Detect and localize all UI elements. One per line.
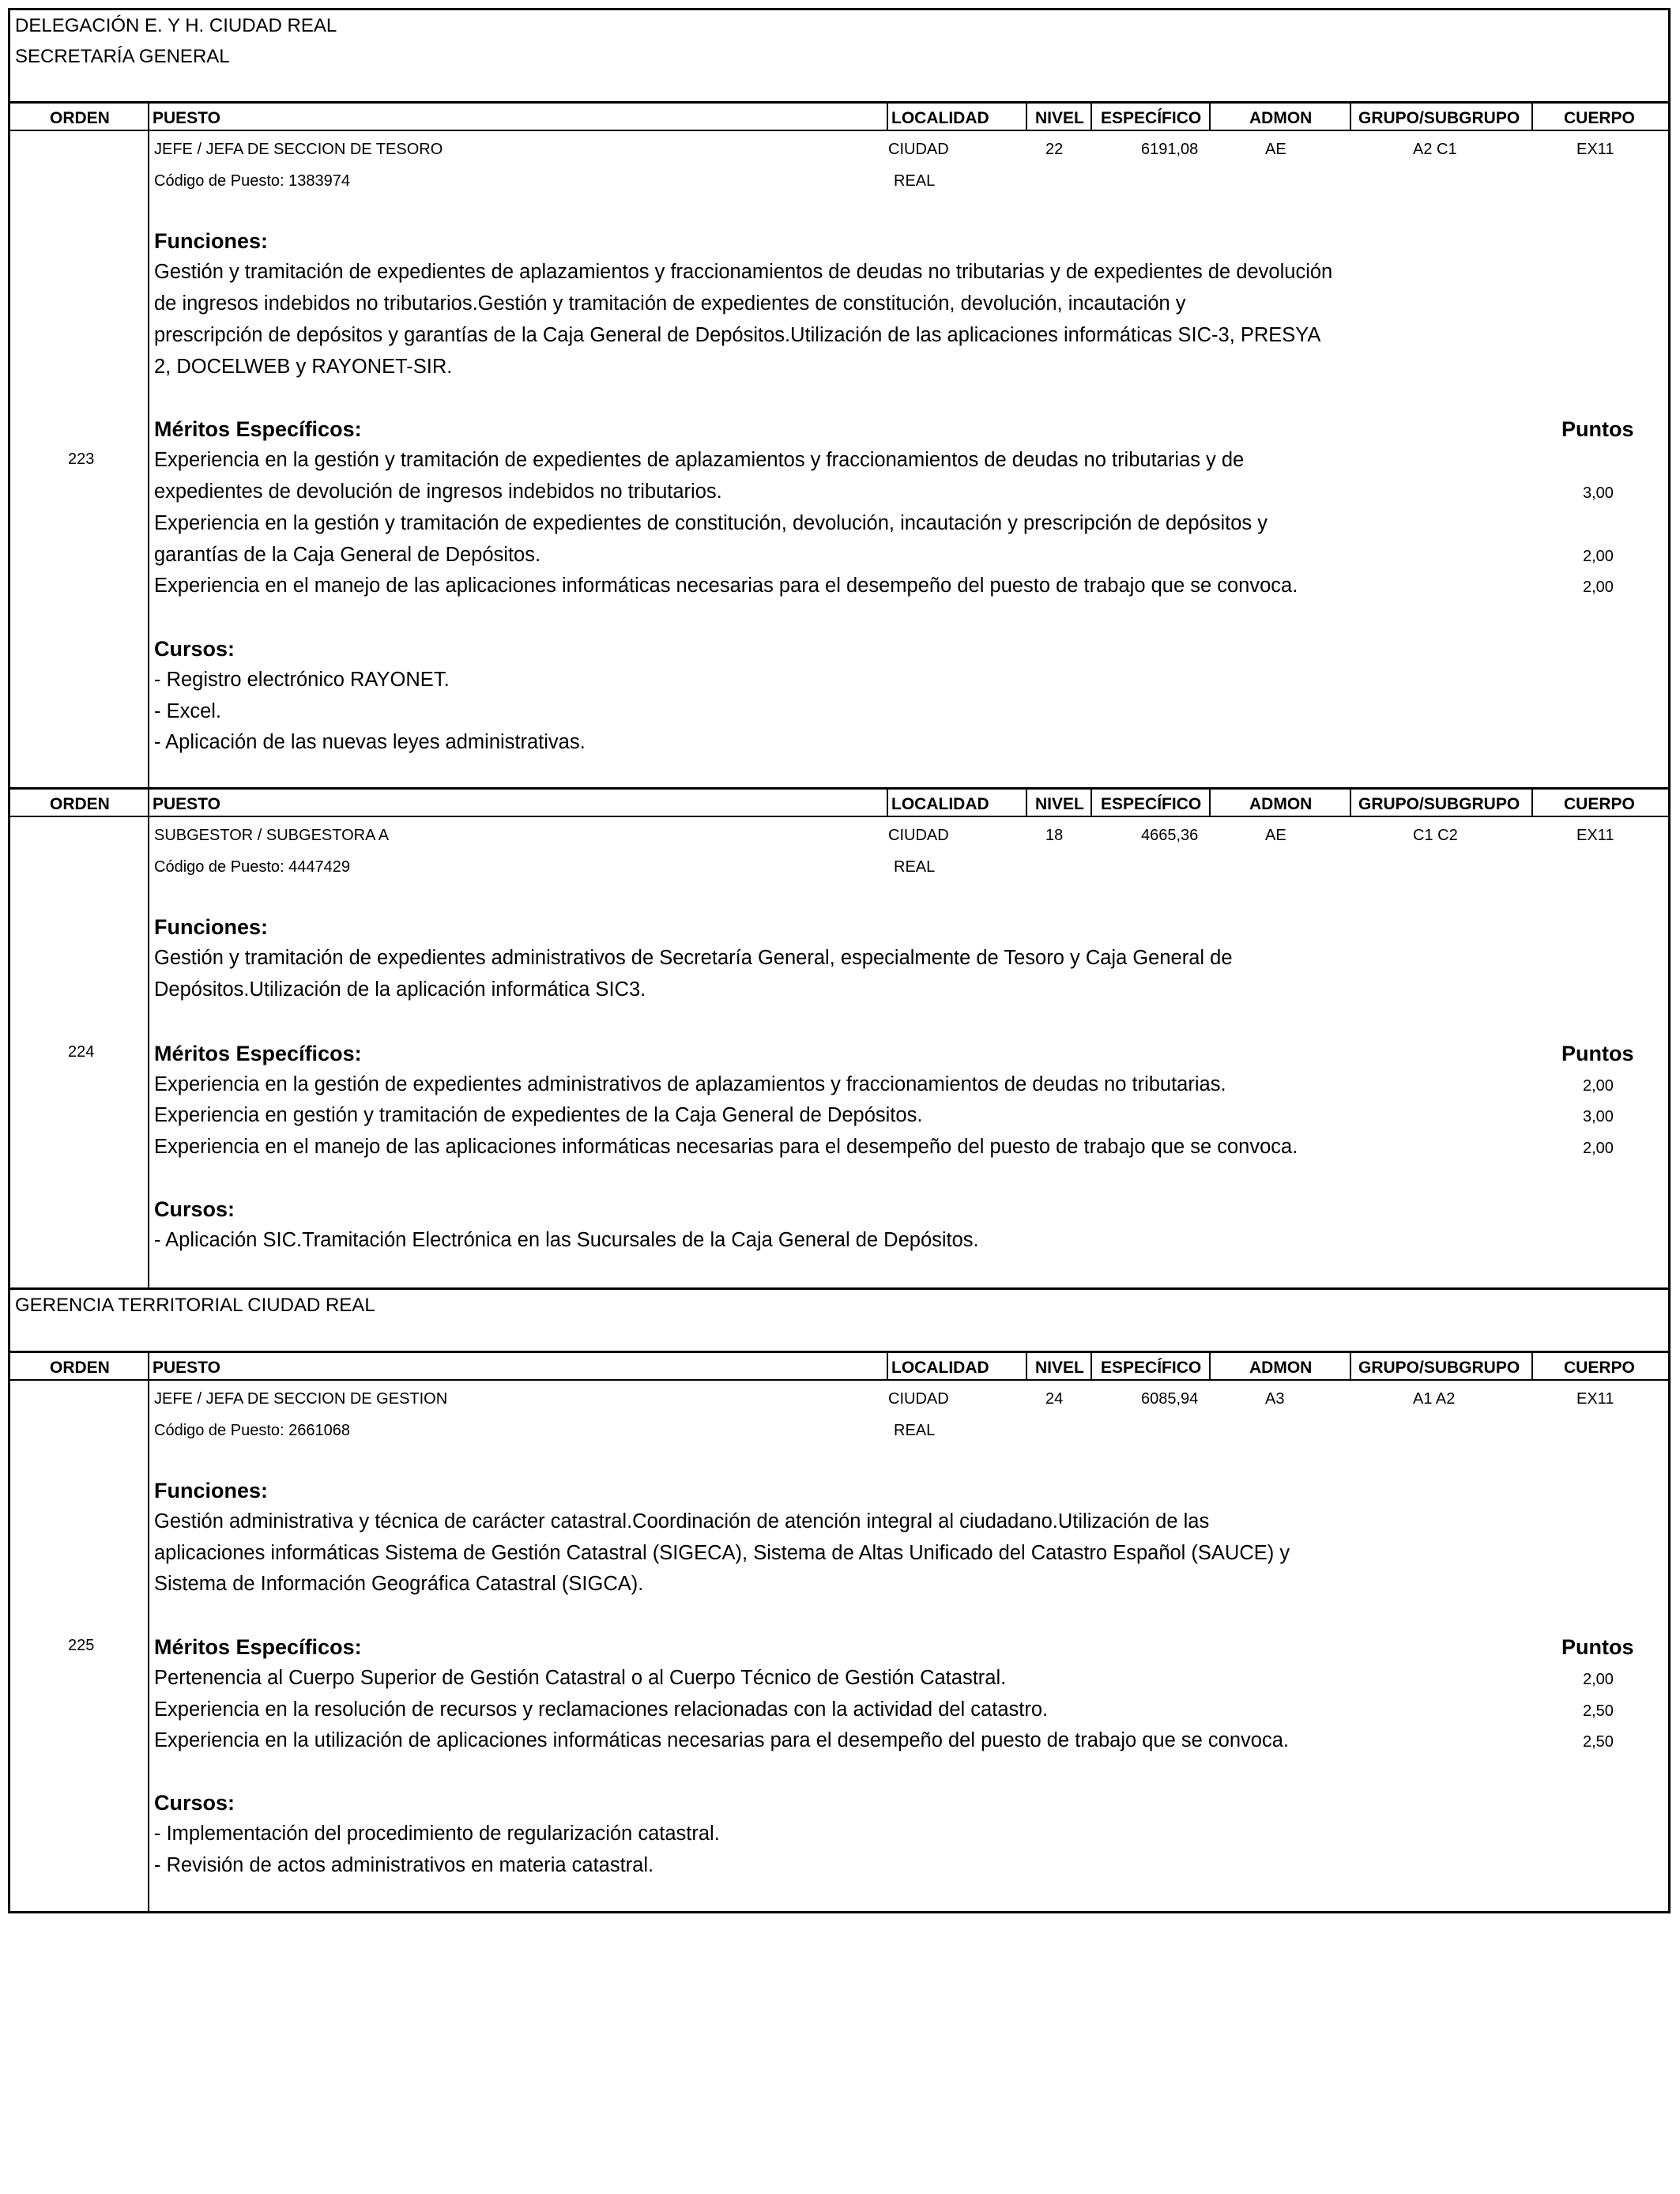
header-block-delegacion (8, 8, 1671, 101)
col-admon: ADMON (1249, 795, 1313, 813)
curso-item: - Excel. (154, 700, 222, 722)
col-admon: ADMON (1249, 109, 1313, 127)
codigo-puesto: Código de Puesto: 1383974 (154, 172, 350, 190)
cuerpo-value: EX11 (1576, 1390, 1614, 1408)
column-header-row (8, 101, 1671, 131)
funciones-line: prescripción de depósitos y garantías de la Caja General de Depósitos.Utilización de las aplicaciones informáticas SIC-3, PRESYA (154, 324, 1321, 346)
col-puesto: PUESTO (153, 109, 220, 127)
col-puesto: PUESTO (153, 795, 220, 813)
col-orden: ORDEN (50, 1359, 110, 1377)
header-secretaria: SECRETARÍA GENERAL (15, 46, 230, 67)
especifico-value: 6191,08 (1141, 141, 1199, 158)
col-cuerpo: CUERPO (1564, 1359, 1635, 1377)
funciones-line: Gestión y tramitación de expedientes administrativos de Secretaría General, especialmente de Tesoro y Caja General de (154, 947, 1233, 969)
entry-224 (8, 817, 1671, 1287)
cursos-label: Cursos: (154, 637, 235, 661)
funciones-label: Funciones: (154, 1479, 269, 1502)
funciones-line: Sistema de Información Geográfica Catastral (SIGCA). (154, 1573, 644, 1595)
localidad-line2: REAL (894, 1422, 936, 1439)
funciones-line: Gestión administrativa y técnica de carácter catastral.Coordinación de atención integral al ciudadano.Utilización de las (154, 1510, 1210, 1532)
meritos-line: Experiencia en la utilización de aplicaciones informáticas necesarias para el desempeño del puesto de trabajo que se convoca. (154, 1729, 1289, 1751)
puesto-title: JEFE / JEFA DE SECCION DE TESORO (154, 141, 443, 158)
puntos-value: 2,50 (1583, 1702, 1614, 1720)
curso-item: - Implementación del procedimiento de regularización catastral. (154, 1823, 720, 1845)
col-grupo: GRUPO/SUBGRUPO (1358, 109, 1520, 127)
funciones-line: aplicaciones informáticas Sistema de Gestión Catastral (SIGECA), Sistema de Altas Unificado del Catastro Español (SAUCE) y (154, 1542, 1290, 1564)
funciones-line: 2, DOCELWEB y RAYONET-SIR. (154, 356, 453, 378)
col-nivel: NIVEL (1035, 1359, 1084, 1377)
grupo-value: A1 A2 (1413, 1390, 1456, 1408)
puntos-label: Puntos (1561, 1635, 1634, 1659)
curso-item: - Aplicación de las nuevas leyes administrativas. (154, 731, 586, 753)
puntos-label: Puntos (1561, 417, 1634, 441)
funciones-line: de ingresos indebidos no tributarios.Gestión y tramitación de expedientes de constitución, devolución, incautación y (154, 292, 1186, 315)
meritos-line: Experiencia en la gestión de expedientes administrativos de aplazamientos y fraccionamientos de deudas no tributarias. (154, 1073, 1226, 1095)
meritos-line: garantías de la Caja General de Depósitos. (154, 544, 541, 566)
meritos-line: Experiencia en el manejo de las aplicaciones informáticas necesarias para el desempeño del puesto de trabajo que se convoca. (154, 1136, 1298, 1158)
localidad-line1: CIUDAD (888, 141, 949, 158)
nivel-value: 18 (1045, 827, 1064, 844)
col-especifico: ESPECÍFICO (1101, 795, 1202, 813)
col-grupo: GRUPO/SUBGRUPO (1358, 1359, 1520, 1377)
curso-item: - Aplicación SIC.Tramitación Electrónica en las Sucursales de la Caja General de Depósitos. (154, 1229, 979, 1251)
puntos-value: 2,00 (1583, 579, 1614, 596)
puntos-value: 2,00 (1583, 548, 1614, 565)
entry-223 (8, 131, 1671, 787)
col-admon: ADMON (1249, 1359, 1313, 1377)
funciones-line: Gestión y tramitación de expedientes de aplazamientos y fraccionamientos de deudas no tributarias y de expedientes de devolución (154, 261, 1333, 283)
col-localidad: LOCALIDAD (891, 1359, 989, 1377)
funciones-label: Funciones: (154, 229, 269, 253)
meritos-label: Méritos Específicos: (154, 417, 362, 441)
meritos-line: Experiencia en el manejo de las aplicaciones informáticas necesarias para el desempeño del puesto de trabajo que se convoca. (154, 575, 1298, 597)
header-gerencia: GERENCIA TERRITORIAL CIUDAD REAL (15, 1295, 375, 1316)
meritos-line: Experiencia en gestión y tramitación de expedientes de la Caja General de Depósitos. (154, 1104, 923, 1126)
localidad-line1: CIUDAD (888, 827, 949, 844)
curso-item: - Revisión de actos administrativos en materia catastral. (154, 1854, 654, 1876)
localidad-line2: REAL (894, 858, 936, 876)
col-orden: ORDEN (50, 795, 110, 813)
column-header-row (8, 1351, 1671, 1381)
localidad-line1: CIUDAD (888, 1390, 949, 1408)
admon-value: AE (1265, 827, 1286, 844)
col-puesto: PUESTO (153, 1359, 220, 1377)
col-cuerpo: CUERPO (1564, 795, 1635, 813)
grupo-value: C1 C2 (1413, 827, 1458, 844)
puntos-value: 3,00 (1583, 484, 1614, 502)
codigo-puesto: Código de Puesto: 4447429 (154, 858, 350, 876)
puntos-value: 2,00 (1583, 1077, 1614, 1095)
admon-value: AE (1265, 141, 1286, 158)
puntos-label: Puntos (1561, 1042, 1634, 1065)
funciones-line: Depósitos.Utilización de la aplicación informática SIC3. (154, 978, 646, 1001)
orden-value: 223 (68, 450, 95, 468)
col-cuerpo: CUERPO (1564, 109, 1635, 127)
col-localidad: LOCALIDAD (891, 795, 989, 813)
col-especifico: ESPECÍFICO (1101, 109, 1202, 127)
cuerpo-value: EX11 (1576, 141, 1614, 158)
meritos-line: Pertenencia al Cuerpo Superior de Gestión Catastral o al Cuerpo Técnico de Gestión Catastral. (154, 1667, 1007, 1689)
entry-225 (8, 1381, 1671, 1913)
table-bottom-border (8, 1911, 1671, 1913)
grupo-value: A2 C1 (1413, 141, 1457, 158)
puesto-title: SUBGESTOR / SUBGESTORA A (154, 827, 390, 844)
col-nivel: NIVEL (1035, 795, 1084, 813)
funciones-label: Funciones: (154, 915, 269, 939)
meritos-line: Experiencia en la gestión y tramitación de expedientes de aplazamientos y fraccionamientos de deudas no tributarias y de (154, 449, 1245, 471)
meritos-line: Experiencia en la gestión y tramitación de expedientes de constitución, devolución, incautación y prescripción de depósitos y (154, 512, 1268, 534)
col-orden: ORDEN (50, 109, 110, 127)
col-localidad: LOCALIDAD (891, 109, 989, 127)
localidad-line2: REAL (894, 172, 936, 190)
puesto-title: JEFE / JEFA DE SECCION DE GESTION (154, 1390, 448, 1408)
cursos-label: Cursos: (154, 1791, 235, 1815)
especifico-value: 4665,36 (1141, 827, 1199, 844)
nivel-value: 24 (1045, 1390, 1064, 1408)
cursos-label: Cursos: (154, 1197, 235, 1221)
meritos-label: Méritos Específicos: (154, 1635, 362, 1659)
puntos-value: 3,00 (1583, 1108, 1614, 1125)
admon-value: A3 (1265, 1390, 1285, 1408)
curso-item: - Registro electrónico RAYONET. (154, 669, 450, 691)
nivel-value: 22 (1045, 141, 1064, 158)
cuerpo-value: EX11 (1576, 827, 1614, 844)
column-header-row (8, 787, 1671, 817)
col-especifico: ESPECÍFICO (1101, 1359, 1202, 1377)
header-block-gerencia (8, 1287, 1671, 1351)
orden-value: 225 (68, 1637, 95, 1654)
puntos-value: 2,00 (1583, 1140, 1614, 1157)
especifico-value: 6085,94 (1141, 1390, 1199, 1408)
orden-value: 224 (68, 1043, 95, 1061)
puntos-value: 2,50 (1583, 1733, 1614, 1751)
col-nivel: NIVEL (1035, 109, 1084, 127)
meritos-label: Méritos Específicos: (154, 1042, 362, 1065)
codigo-puesto: Código de Puesto: 2661068 (154, 1422, 350, 1439)
puntos-value: 2,00 (1583, 1671, 1614, 1688)
meritos-line: expedientes de devolución de ingresos indebidos no tributarios. (154, 481, 722, 503)
meritos-line: Experiencia en la resolución de recursos y reclamaciones relacionadas con la actividad del catastro. (154, 1698, 1049, 1721)
col-grupo: GRUPO/SUBGRUPO (1358, 795, 1520, 813)
header-delegacion: DELEGACIÓN E. Y H. CIUDAD REAL (15, 15, 337, 36)
